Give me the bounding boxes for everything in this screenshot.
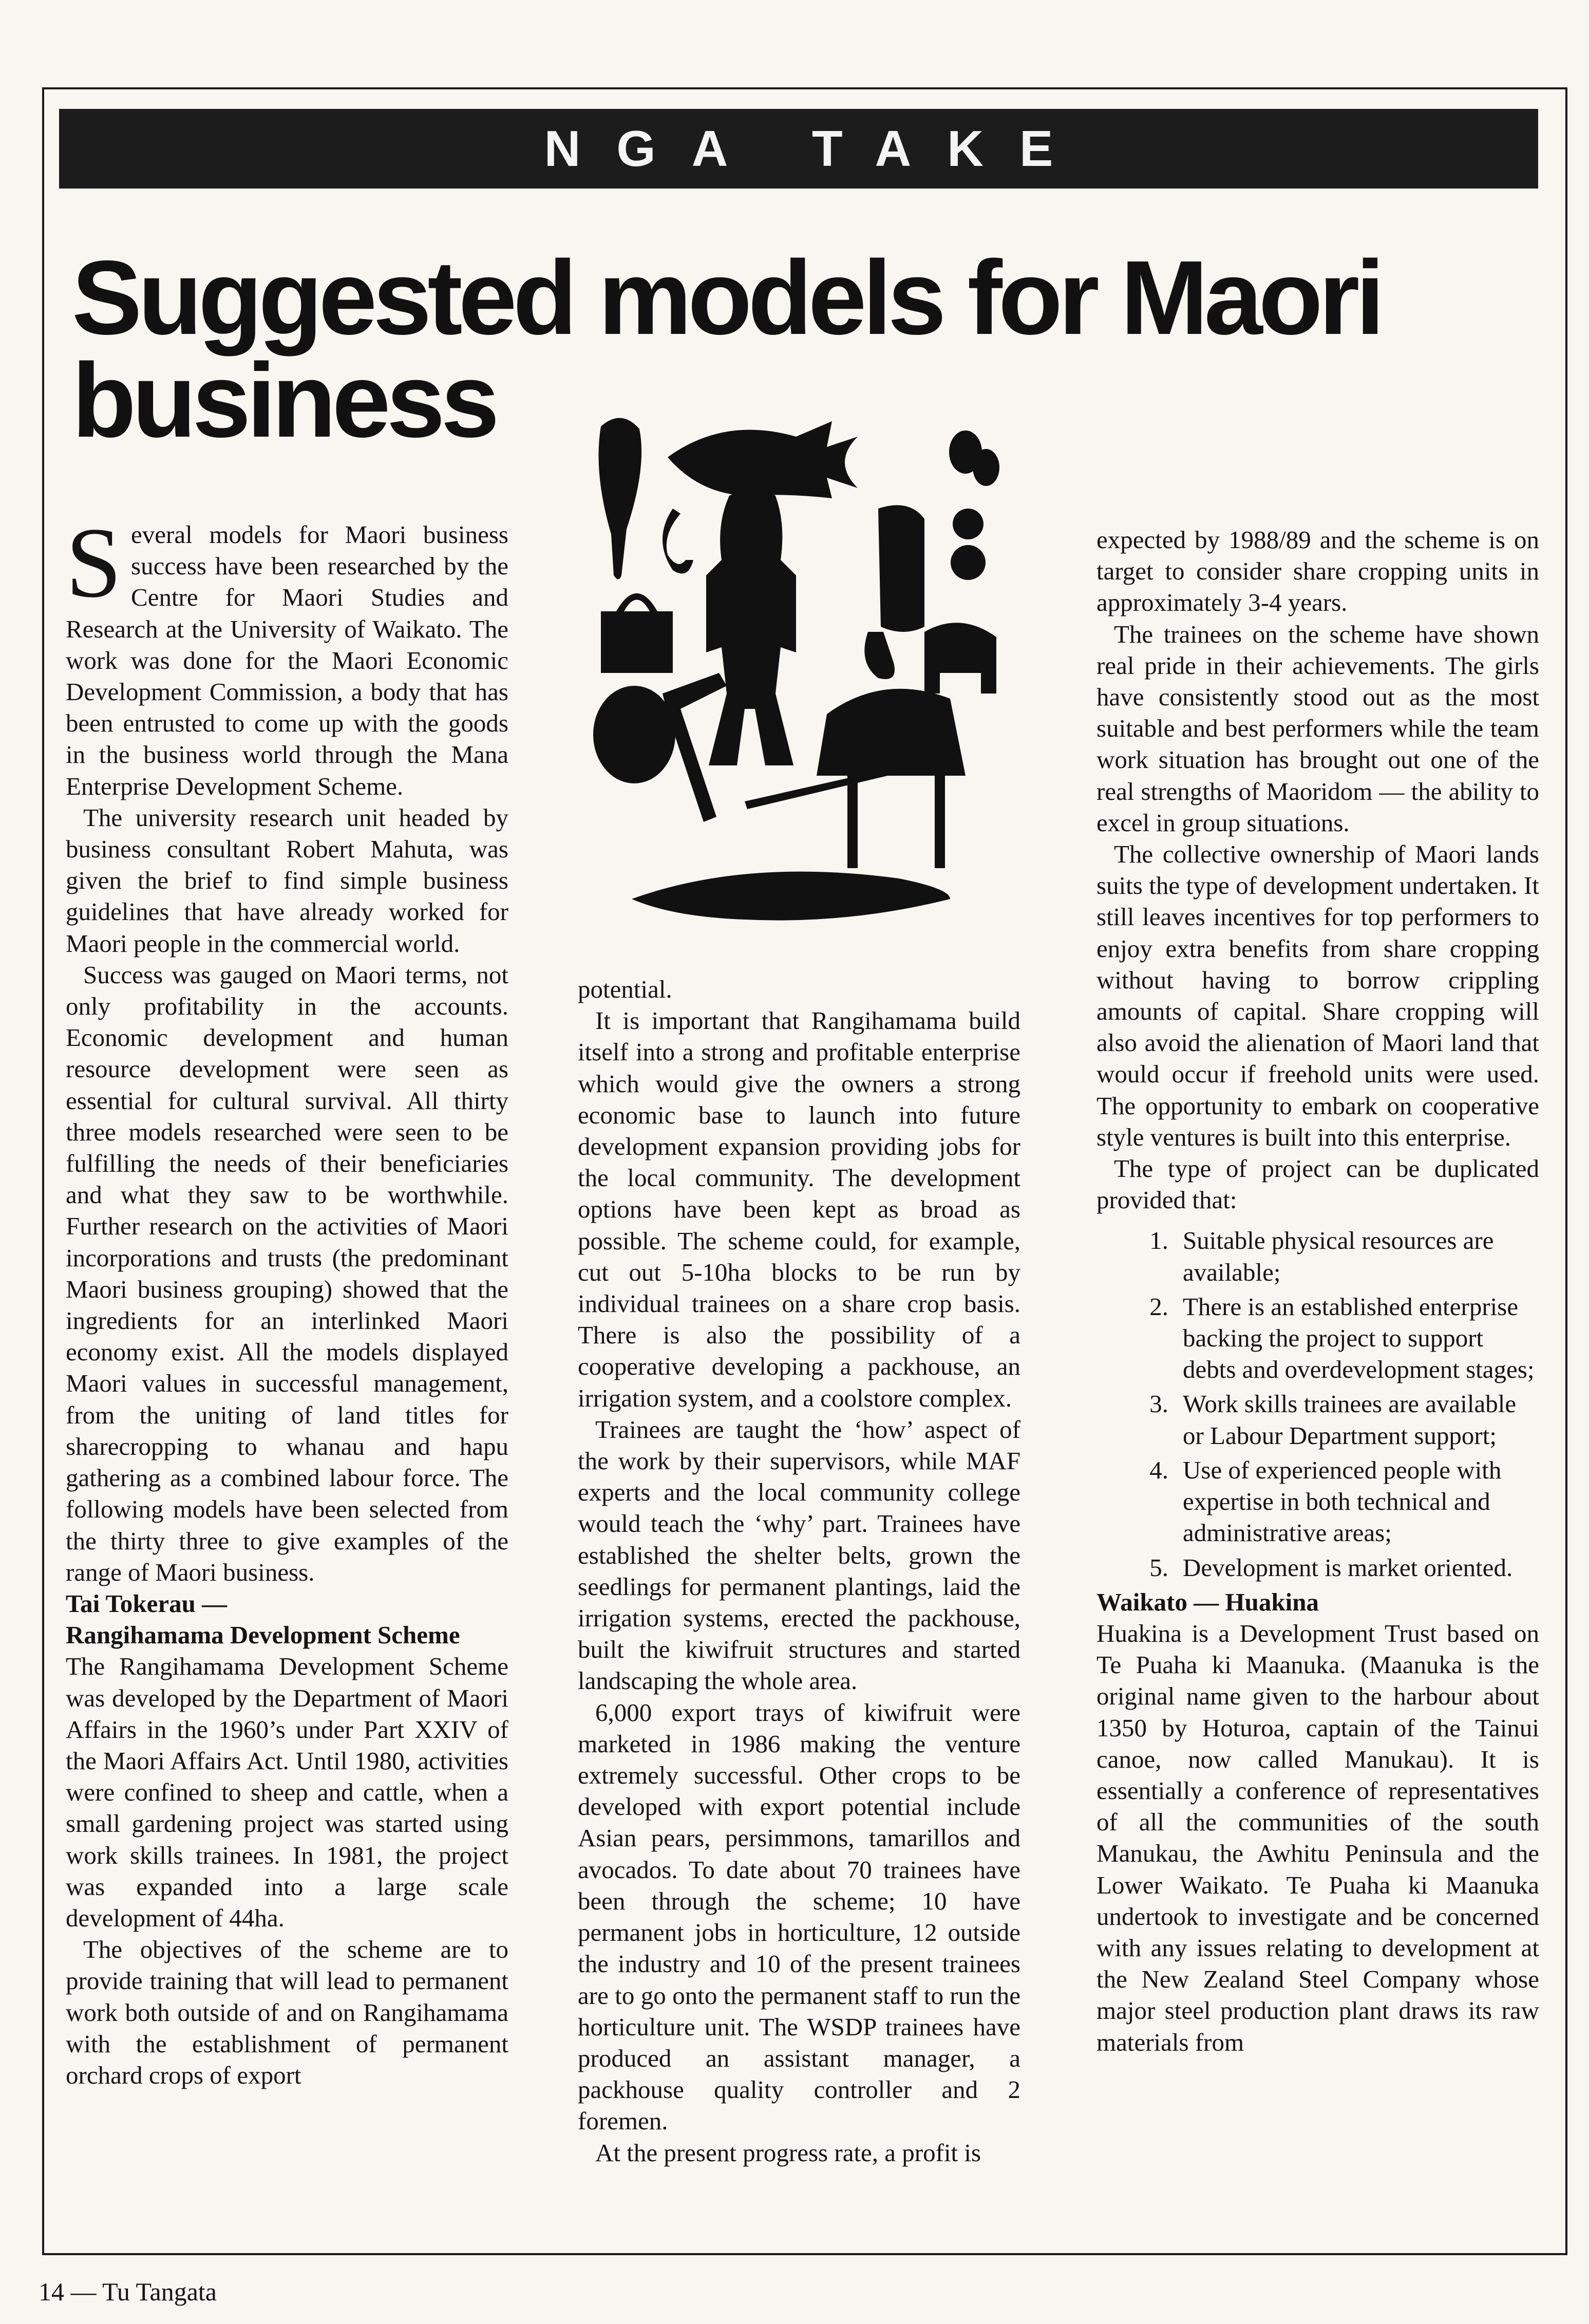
pot-shape: [593, 686, 675, 783]
paragraph: The university research unit headed by business consultant Robert Mahuta, was given the brief to find simple business guidelines that have already worked for Maori people in the commercial world.: [66, 803, 508, 958]
paragraph: The objectives of the scheme are to provide training that will lead to permanent work both outside of and on Rangihamama with the establishment of permanent orchard crops of export: [66, 1935, 508, 2089]
list-number: 5.: [1149, 1553, 1168, 1582]
carved-figure-shape: [706, 490, 796, 766]
pataka-hut-shape: [817, 689, 966, 868]
bead-shape: [951, 545, 986, 580]
list-item: [1096, 1552, 1539, 1583]
article-headline: Suggested models for Maori business: [72, 239, 1381, 459]
paragraph: potential.: [578, 975, 672, 1003]
section-banner: [59, 109, 1538, 189]
page-footer: 14 — Tu Tangata: [39, 2277, 217, 2306]
article-column-3: [1096, 524, 1539, 2058]
section-title: NGA TAKE: [544, 120, 1089, 177]
paragraph-text: everal models for Maori business success have been researched by the Centre for Maori Studies and Research at the University of Waikato. The work was done for the Maori Economic Development Commission, a body that has been entrusted to come up with the goods in the business world through the Mana Enterprise Development Scheme.: [66, 520, 508, 800]
maori-artifacts-illustration: [591, 406, 1017, 955]
list-number: 1.: [1149, 1226, 1168, 1255]
paragraph: The type of project can be duplicated provided that:: [1096, 1154, 1539, 1214]
list-number: 3.: [1149, 1390, 1168, 1418]
section-subheading: Rangihamama Development Scheme: [66, 1621, 460, 1650]
paragraph: The trainees on the scheme have shown real pride in their achievements. The girls have consistently stood out as the most suitable and best performers while the team work situation has brought out one of the real strengths of Maoridom — the ability to excel in group situations.: [1096, 620, 1539, 837]
paragraph: expected by 1988/89 and the scheme is on target to consider share cropping units in approximately 3-4 years.: [1096, 526, 1539, 617]
list-text: Development is market oriented.: [1183, 1553, 1513, 1582]
hook-shape: [663, 509, 693, 574]
gourd-shape: [973, 449, 999, 486]
fish-shape: [668, 421, 858, 498]
bead-shape: [953, 509, 983, 539]
paragraph: It is important that Rangihamama build itself into a strong and profitable enterprise which would give the owners a strong economic base to launch into future development expansion providing jobs for the local community. The development options have been kept as broad as possible. The scheme could, for example, cut out 5-10ha blocks to be run by individual trainees on a share crop basis. There is also the possibility of a cooperative developing a packhouse, an irrigation system, and a coolstore complex.: [578, 1006, 1020, 1412]
paragraph: Huakina is a Development Trust based on Te Puaha ki Maanuka. (Maanuka is the original name given to the harbour about 1350 by Hoturoa, captain of the Tainui canoe, now called Manukau). It is essentially a conference of representatives of all the communities of the south Manukau, the Awhitu Peninsula and the Lower Waikato. Te Puaha ki Maanuka undertook to investigate and be concerned with any issues relating to development at the New Zealand Steel Company whose major steel production plant draws its raw materials from: [1096, 1619, 1539, 2056]
list-item: [1096, 1291, 1539, 1385]
paragraph: Trainees are taught the ‘how’ aspect of the work by their supervisors, while MAF experts and the local community college would teach the ‘why’ part. Trainees have established the shelter belts, grown the seedlings for permanent plantings, laid the irrigation systems, erected the packhouse, built the kiwifruit structures and started landscaping the whole area.: [578, 1415, 1020, 1695]
list-item: [1096, 1225, 1539, 1287]
list-number: 2.: [1149, 1292, 1168, 1321]
section-heading: Waikato — Huakina: [1096, 1587, 1319, 1616]
article-column-2: [578, 973, 1020, 2168]
paragraph: At the present progress rate, a profit is: [595, 2138, 981, 2167]
article-column-1: [66, 507, 508, 2091]
maori-artifacts-silhouette-icon: [593, 418, 999, 921]
patu-club-shape: [599, 418, 642, 579]
conditions-list: [1096, 1225, 1539, 1583]
paragraph: The collective ownership of Maori lands suits the type of development undertaken. It still leaves incentives for top performers to enjoy extra benefits from share cropping without having to borrow crippling amounts of capital. Share cropping will also avoid the alienation of Maori land that would occur if freehold units were used. The opportunity to embark on cooperative style ventures is built into this enterprise.: [1096, 840, 1539, 1151]
kete-bag-shape: [601, 593, 673, 673]
list-text: Use of experienced people with expertise in both technical and administrative areas;: [1183, 1455, 1502, 1547]
pendant-shape: [864, 632, 895, 679]
list-number: 4.: [1149, 1455, 1168, 1484]
paragraph: Success was gauged on Maori terms, not only profitability in the accounts. Economic development and human resource development were seen as essential for cultural survival. All thirty three models researched were seen to be fulfilling the needs of their beneficiaries and what they saw to be worthwhile. Further research on the activities of Maori incorporations and trusts (the predominant Maori business grouping) showed that the ingredients for an interlinked Maori economy exist. All the models displayed Maori values in successful management, from the uniting of land titles for sharecropping to whanau and hapu gathering as a combined labour force. The following models have been selected from the thirty three to give examples of the range of Maori business.: [66, 960, 508, 1586]
head-shape: [924, 623, 996, 694]
list-text: There is an established enterprise backing the project to support debts and overdevelopment stages;: [1183, 1292, 1535, 1384]
list-text: Work skills trainees are available or Labour Department support;: [1183, 1390, 1517, 1450]
list-item: [1096, 1388, 1539, 1451]
canoe-shape: [632, 872, 950, 921]
list-text: Suitable physical resources are available;: [1183, 1226, 1494, 1286]
section-heading: Tai Tokerau —: [66, 1589, 228, 1618]
vessel-shape: [878, 505, 924, 632]
paragraph: 6,000 export trays of kiwifruit were marketed in 1986 making the venture extremely successful. Other crops to be developed with export potential include Asian pears, persimmons, tamarillos and avocados. To date about 70 trainees have been through the scheme; 10 have permanent jobs in horticulture, 12 outside the industry and 10 of the present trainees are to go onto the permanent staff to run the horticulture unit. The WSDP trainees have produced an assistant manager, a packhouse quality controller and 2 foremen.: [578, 1698, 1020, 2135]
list-item: [1096, 1454, 1539, 1549]
drop-cap: S: [66, 507, 122, 619]
paragraph: [66, 507, 508, 802]
paragraph: The Rangihamama Development Scheme was developed by the Department of Maori Affairs in the 1960’s under Part XXIV of the Maori Affairs Act. Until 1980, activities were confined to sheep and cattle, when a small gardening project was started using work skills trainees. In 1981, the project was expanded into a large scale development of 44ha.: [66, 1652, 508, 1932]
